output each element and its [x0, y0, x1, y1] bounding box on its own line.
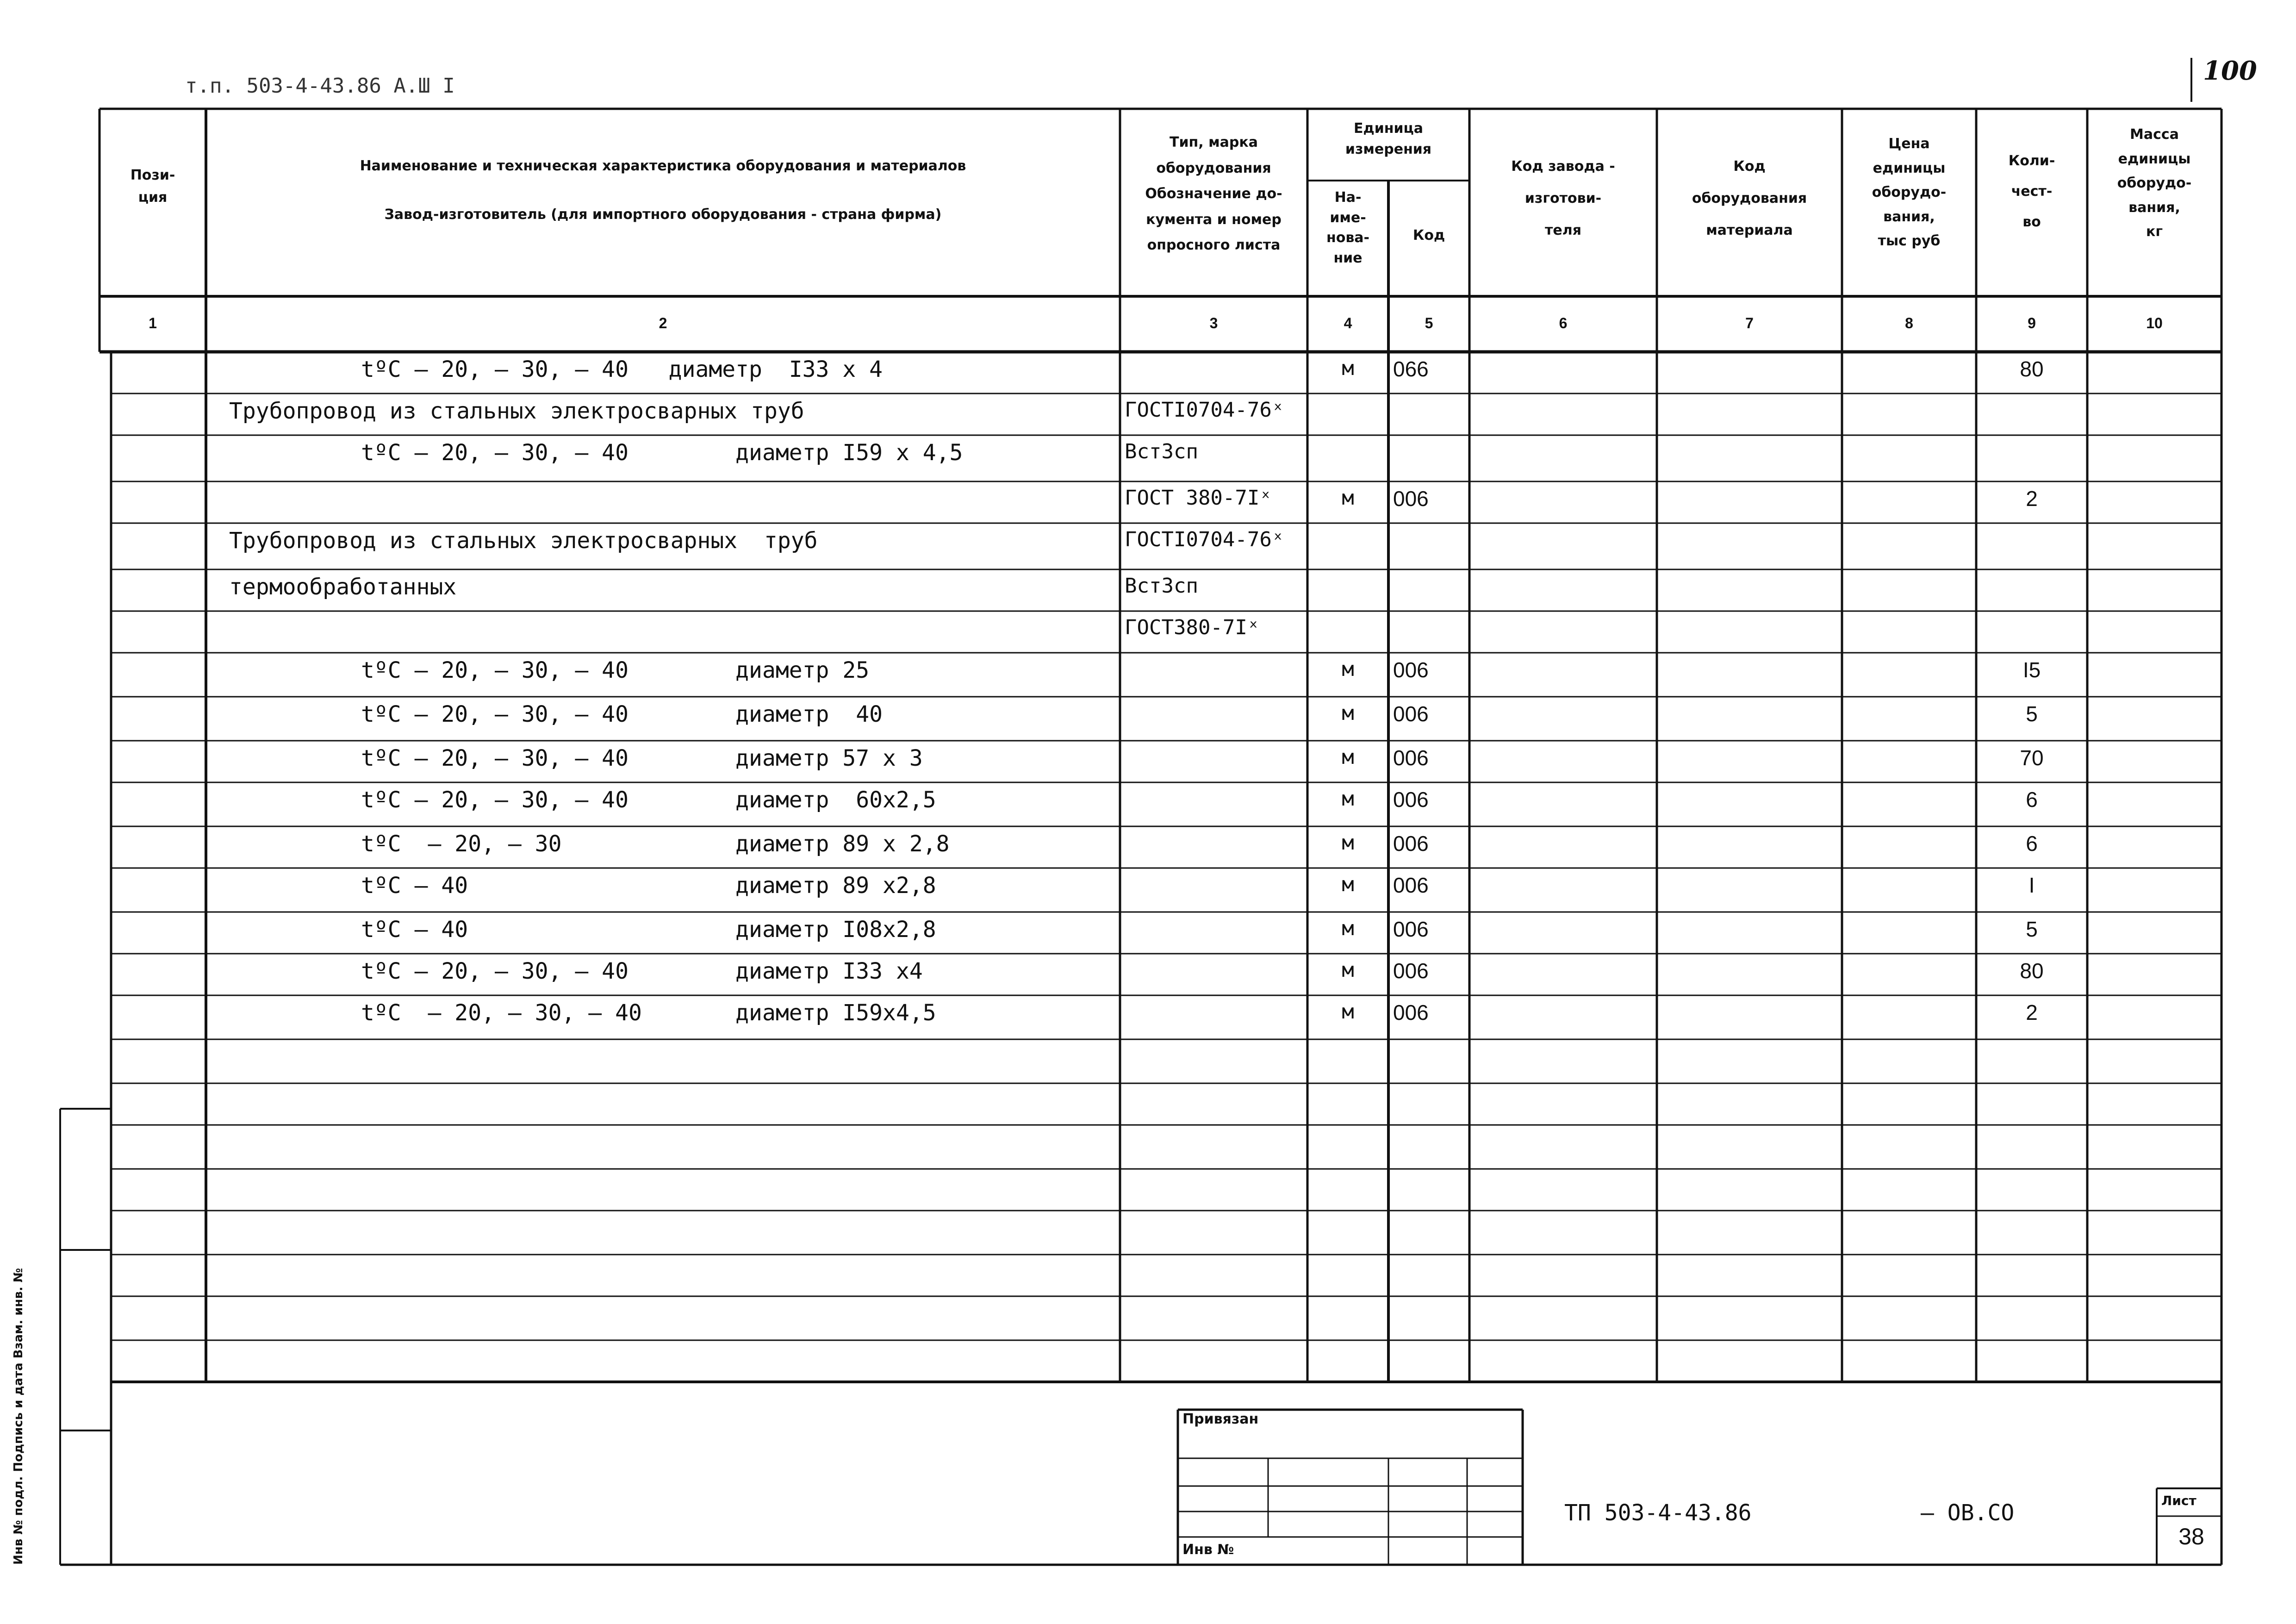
- row-name: tºC – 20, – 30 диаметр 89 х 2,8: [361, 831, 950, 857]
- row-doc: ГОСТI0704-76ˣ: [1125, 398, 1284, 422]
- column-number: 1: [149, 315, 157, 331]
- row-code: 006: [1393, 658, 1429, 682]
- row-code: 006: [1393, 873, 1429, 897]
- row-name: Трубопровод из стальных электросварных труб: [229, 528, 818, 554]
- row-code: 006: [1393, 959, 1429, 983]
- row-unit: м: [1342, 657, 1354, 681]
- row-unit: м: [1342, 831, 1354, 855]
- row-name: tºC – 20, – 30, – 40 диаметр I59 х 4,5: [361, 440, 963, 466]
- row-qty: I5: [2022, 658, 2041, 682]
- row-name: tºC – 40 диаметр I08х2,8: [361, 917, 936, 943]
- row-qty: 2: [2026, 1000, 2038, 1024]
- row-unit: м: [1342, 356, 1354, 380]
- side-binding-label: Инв № подл. Подпись и дата Взам. инв. №: [12, 1268, 25, 1565]
- row-qty: 80: [2020, 959, 2044, 983]
- row-qty: 70: [2020, 746, 2044, 770]
- row-code: 006: [1393, 1000, 1429, 1024]
- row-unit: м: [1342, 745, 1354, 769]
- row-unit: м: [1342, 701, 1354, 725]
- header-unit-group: Единица измерения: [1345, 120, 1432, 157]
- header-name-line1: Наименование и техническая характеристика оборудования и материалов: [360, 158, 966, 174]
- column-number: 7: [1745, 315, 1754, 331]
- row-qty: 2: [2026, 487, 2038, 511]
- sheet-mark: 100: [2203, 56, 2257, 86]
- row-code: 006: [1393, 831, 1429, 856]
- stamp-doc-code: ТП 503-4-43.86: [1564, 1500, 1752, 1526]
- stamp-inv-no: Инв №: [1182, 1542, 1234, 1558]
- row-qty: 6: [2026, 787, 2038, 812]
- row-qty: I: [2028, 873, 2035, 897]
- row-name: tºC – 20, – 30, – 40 диаметр I33 х 4: [361, 356, 883, 382]
- column-number: 3: [1209, 315, 1218, 331]
- header-type-mark: Тип, марка оборудования Обозначение до- кумента и номер опросного листа: [1145, 134, 1282, 253]
- row-code: 006: [1393, 917, 1429, 941]
- header-unit-name: На- име- нова- ние: [1326, 189, 1370, 266]
- column-number: 4: [1344, 315, 1352, 331]
- row-name: tºC – 20, – 30, – 40 диаметр 40: [361, 701, 883, 727]
- column-number: 10: [2146, 315, 2163, 331]
- row-unit: м: [1342, 873, 1354, 896]
- stamp-sheet-number: 38: [2178, 1524, 2204, 1549]
- column-number: 8: [1905, 315, 1913, 331]
- row-name: tºC – 20, – 30, – 40 диаметр 57 х 3: [361, 745, 923, 771]
- row-name: tºC – 40 диаметр 89 х2,8: [361, 873, 936, 899]
- column-number: 5: [1425, 315, 1433, 331]
- header-name-line2: Завод-изготовитель (для импортного оборудования - страна фирма): [384, 206, 942, 223]
- row-qty: 5: [2026, 702, 2038, 726]
- stamp-doc-suffix: – ОВ.СО: [1921, 1500, 2015, 1526]
- row-name: tºC – 20, – 30, – 40 диаметр 25: [361, 657, 870, 683]
- row-unit: м: [1342, 958, 1354, 982]
- header-unit-mass: Масса единицы оборудо- вания, кг: [2117, 126, 2192, 240]
- column-number: 9: [2028, 315, 2036, 331]
- row-name: tºC – 20, – 30, – 40 диаметр 60х2,5: [361, 787, 936, 813]
- row-unit: м: [1342, 1000, 1354, 1024]
- document-reference: т.п. 503-4-43.86 А.Ш I: [185, 74, 455, 98]
- row-name: Трубопровод из стальных электросварных труб: [229, 398, 804, 424]
- row-qty: 5: [2026, 917, 2038, 941]
- row-name: tºC – 20, – 30, – 40 диаметр I59х4,5: [361, 1000, 936, 1026]
- row-qty: 6: [2026, 831, 2038, 856]
- row-doc: ГОСТ380-7Iˣ: [1125, 616, 1260, 639]
- stamp-privyazan: Привязан: [1182, 1411, 1259, 1427]
- row-doc: ВстЗсп: [1125, 440, 1198, 463]
- row-code: 006: [1393, 487, 1429, 511]
- header-position: Пози- ция: [130, 167, 175, 206]
- row-code: 006: [1393, 702, 1429, 726]
- row-unit: м: [1342, 787, 1354, 811]
- row-doc: ВстЗсп: [1125, 574, 1198, 598]
- row-doc: ГОСТI0704-76ˣ: [1125, 528, 1284, 551]
- column-number: 6: [1559, 315, 1568, 331]
- row-doc: ГОСТ 380-7Iˣ: [1125, 486, 1272, 510]
- header-unit-price: Цена единицы оборудо- вания, тыс руб: [1872, 136, 1947, 249]
- row-unit: м: [1342, 486, 1354, 510]
- row-unit: м: [1342, 917, 1354, 940]
- row-name: tºC – 20, – 30, – 40 диаметр I33 х4: [361, 958, 923, 984]
- column-number: 2: [659, 315, 667, 331]
- header-factory-code: Код завода - изготови- теля: [1511, 158, 1615, 238]
- row-qty: 80: [2020, 357, 2044, 381]
- row-code: 006: [1393, 746, 1429, 770]
- row-name: термообработанных: [229, 574, 457, 600]
- header-quantity: Коли- чест- во: [2008, 153, 2055, 230]
- header-unit-code: Код: [1412, 227, 1445, 244]
- row-code: 006: [1393, 787, 1429, 812]
- header-equipment-code: Код оборудования материала: [1692, 158, 1807, 238]
- stamp-sheet-label: Лист: [2161, 1493, 2196, 1508]
- row-code: 066: [1393, 357, 1429, 381]
